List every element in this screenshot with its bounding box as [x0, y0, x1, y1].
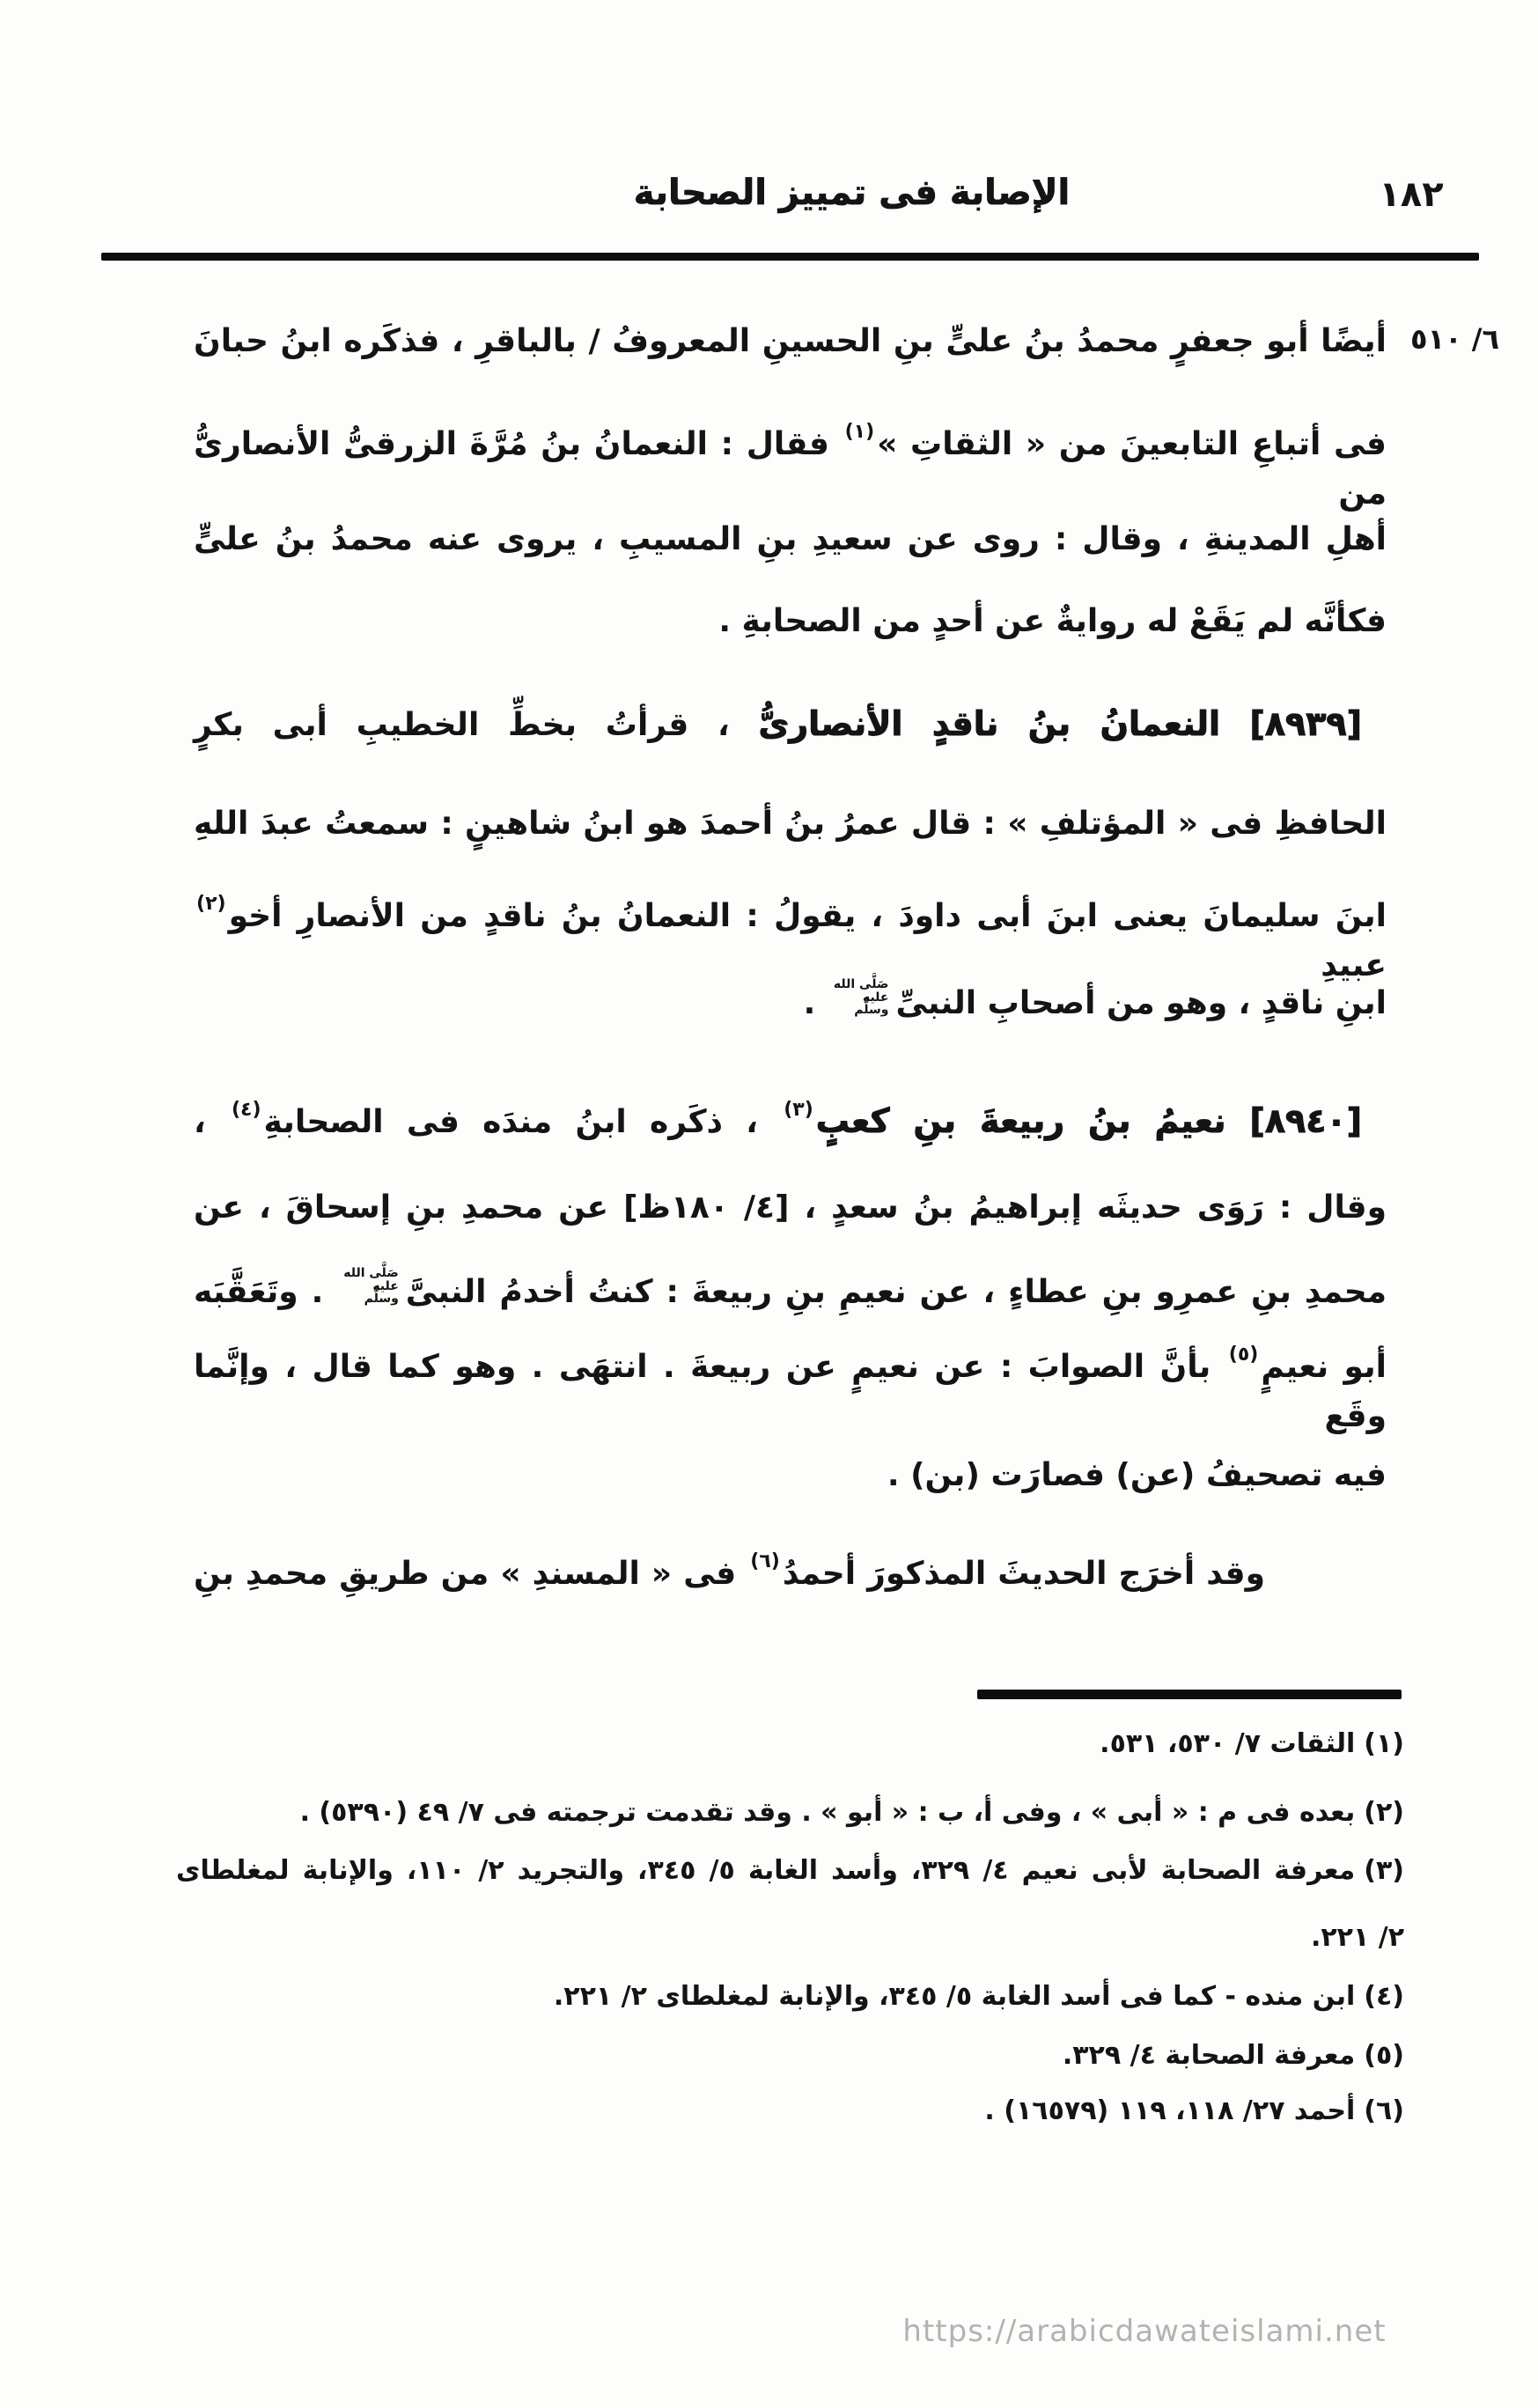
page-number: ١٨٢ — [1379, 174, 1444, 215]
footnote-separator-rule — [977, 1690, 1402, 1699]
body-line — [194, 420, 1387, 519]
text-run: أهلِ المدينةِ ، وقال : روى عن سعيدِ بنِ المسيبِ ، يروى عنه محمدُ بنُ علىٍّ — [194, 521, 1387, 557]
body-line — [194, 1343, 1387, 1441]
text-run: ، قرأتُ بخطِّ الخطيبِ أبى بكرٍ — [194, 707, 759, 743]
footnote-row — [176, 2036, 1404, 2075]
text-run: ابنَ سليمانَ يعنى ابنَ أبى داودَ ، يقولُ : النعمانُ بنُ ناقدٍ من الأنصارِ أخو — [228, 898, 1387, 934]
text-run: فى « المسندِ » من طريقِ محمدِ بنِ — [194, 1556, 748, 1592]
footnote-ref: (٥) — [1228, 1344, 1259, 1366]
header-rule — [101, 253, 1479, 261]
text-run: أبو نعيمٍ — [1261, 1349, 1387, 1385]
text-run: فقال : النعمانُ بنُ مُرَّةَ الزرقىُّ الأنصارىُّ من — [194, 426, 1387, 512]
text-run: ابنِ ناقدٍ ، وهو من أصحابِ النبىِّ — [895, 985, 1387, 1021]
text-run: . وتَعَقَّبَه — [194, 1274, 337, 1310]
footnote-row — [176, 1793, 1404, 1832]
footnote-row — [176, 1851, 1404, 1890]
footnote-marker: (٦) — [1364, 2095, 1404, 2126]
footnote-text: ابن منده - كما فى أسد الغابة ٥/ ٣٤٥، والإنابة لمغلطاى ٢/ ٢٢١. — [553, 1981, 1356, 2012]
body-line — [194, 317, 1387, 366]
text-run: الحافظِ فى « المؤتلفِ » : قال عمرُ بنُ أحمدَ هو ابنُ شاهينٍ : سمعتُ عبدَ اللهِ — [194, 806, 1387, 842]
body-line — [194, 698, 1362, 750]
page-header-title: الإصابة فى تمييز الصحابة — [633, 173, 1071, 213]
pbuh-honorific-line: عليه — [372, 1278, 399, 1293]
footnote-marker: (١) — [1364, 1728, 1404, 1759]
footnote-marker: (٥) — [1364, 2040, 1404, 2071]
margin-folio-note: ٦/ ٥١٠ — [1410, 322, 1499, 356]
text-run: . — [803, 985, 827, 1021]
footnote-ref: (١) — [844, 421, 875, 443]
pbuh-honorific-line: وسلَّم — [854, 1003, 889, 1018]
text-run: محمدِ بنِ عمرِو بنِ عطاءٍ ، عن نعيمِ بنِ ربيعةَ : كنتُ أخدمُ النبىَّ — [405, 1274, 1387, 1310]
footnote-text: ٢/ ٢٢١. — [1310, 1922, 1404, 1953]
footnote-marker: (٢) — [1364, 1797, 1404, 1828]
text-run: أيضًا أبو جعفرٍ محمدُ بنُ علىٍّ بنِ الحسينِ المعروفُ / بالباقرِ ، فذكَره ابنُ حبانَ — [194, 323, 1387, 359]
pbuh-honorific-line: عليه — [862, 990, 889, 1005]
footnote-row — [176, 1977, 1404, 2016]
text-run: بأنَّ الصوابَ : عن نعيمٍ عن ربيعةَ . انتهَى . وهو كما قال ، وإنَّما وقَع — [194, 1349, 1387, 1434]
text-run: فكأنَّه لم يَقَعْ له روايةٌ عن أحدٍ من الصحابةِ . — [718, 603, 1387, 639]
footnote-ref: (٤) — [231, 1099, 261, 1121]
text-run: ، — [194, 1104, 229, 1140]
text-run: وقال : رَوَى حديثَه إبراهيمُ بنُ سعدٍ ، [٤/ ١٨٠ظ] عن محمدِ بنِ إسحاقَ ، عن — [194, 1189, 1387, 1226]
text-run: فى أتباعِ التابعينَ من « الثقاتِ » — [877, 426, 1387, 462]
body-line — [194, 1451, 1387, 1500]
text-run: ، ذكَره ابنُ مندَه فى الصحابةِ — [263, 1104, 782, 1140]
footnote-ref: (٢) — [196, 893, 226, 915]
pbuh-honorific-line: صَلَّى الله — [833, 976, 889, 991]
footnote-marker: (٣) — [1364, 1855, 1404, 1886]
footnote-row — [176, 2091, 1404, 2131]
footnote-text: بعده فى م : « أبى » ، وفى أ، ب : « أبو » . وقد تقدمت ترجمته فى ٧/ ٤٩ (٥٣٩٠) . — [299, 1797, 1356, 1828]
body-line — [194, 976, 1387, 1028]
text-run: عبيدِ — [1321, 946, 1387, 983]
body-line — [194, 799, 1387, 849]
pbuh-honorific-line: صَلَّى الله — [343, 1265, 399, 1280]
body-line — [194, 1550, 1265, 1599]
footnote-ref: (٦) — [750, 1550, 780, 1572]
body-line — [194, 1183, 1387, 1233]
body-line — [194, 1265, 1387, 1317]
text-run: فيه تصحيفُ (عن) فصارَت (بن) . — [887, 1457, 1387, 1493]
entry-heading: [٨٩٤٠] نعيمُ بنُ ربيعةَ بنِ كعبٍ — [815, 1101, 1362, 1140]
body-line — [194, 1095, 1362, 1147]
text-run: وقد أخرَج الحديثَ المذكورَ أحمدُ — [782, 1556, 1266, 1592]
body-line — [194, 515, 1387, 564]
footnote-text: أحمد ٢٧/ ١١٨، ١١٩ (١٦٥٧٩) . — [984, 2095, 1356, 2126]
pbuh-honorific-line: وسلَّم — [364, 1292, 399, 1307]
footnote-marker: (٤) — [1364, 1981, 1404, 2012]
footnote-ref: (٣) — [784, 1099, 813, 1121]
footnote-row — [176, 1724, 1404, 1764]
body-line — [194, 892, 1387, 990]
footnote-text: معرفة الصحابة لأبى نعيم ٤/ ٣٢٩، وأسد الغابة ٥/ ٣٤٥، والتجريد ٢/ ١١٠، والإنابة لمغلطاى — [176, 1855, 1356, 1886]
pbuh-honorific-symbol — [343, 1267, 399, 1306]
footnote-text: الثقات ٧/ ٥٣٠، ٥٣١. — [1100, 1728, 1356, 1759]
pbuh-honorific-symbol — [834, 978, 889, 1017]
entry-heading: [٨٩٣٩] النعمانُ بنُ ناقدٍ الأنصارىُّ — [758, 704, 1362, 743]
footnote-row — [176, 1918, 1404, 1957]
footnote-text: معرفة الصحابة ٤/ ٣٢٩. — [1062, 2040, 1356, 2071]
watermark-url: https://arabicdawateislami.net — [902, 2314, 1387, 2349]
body-line — [194, 597, 1387, 646]
